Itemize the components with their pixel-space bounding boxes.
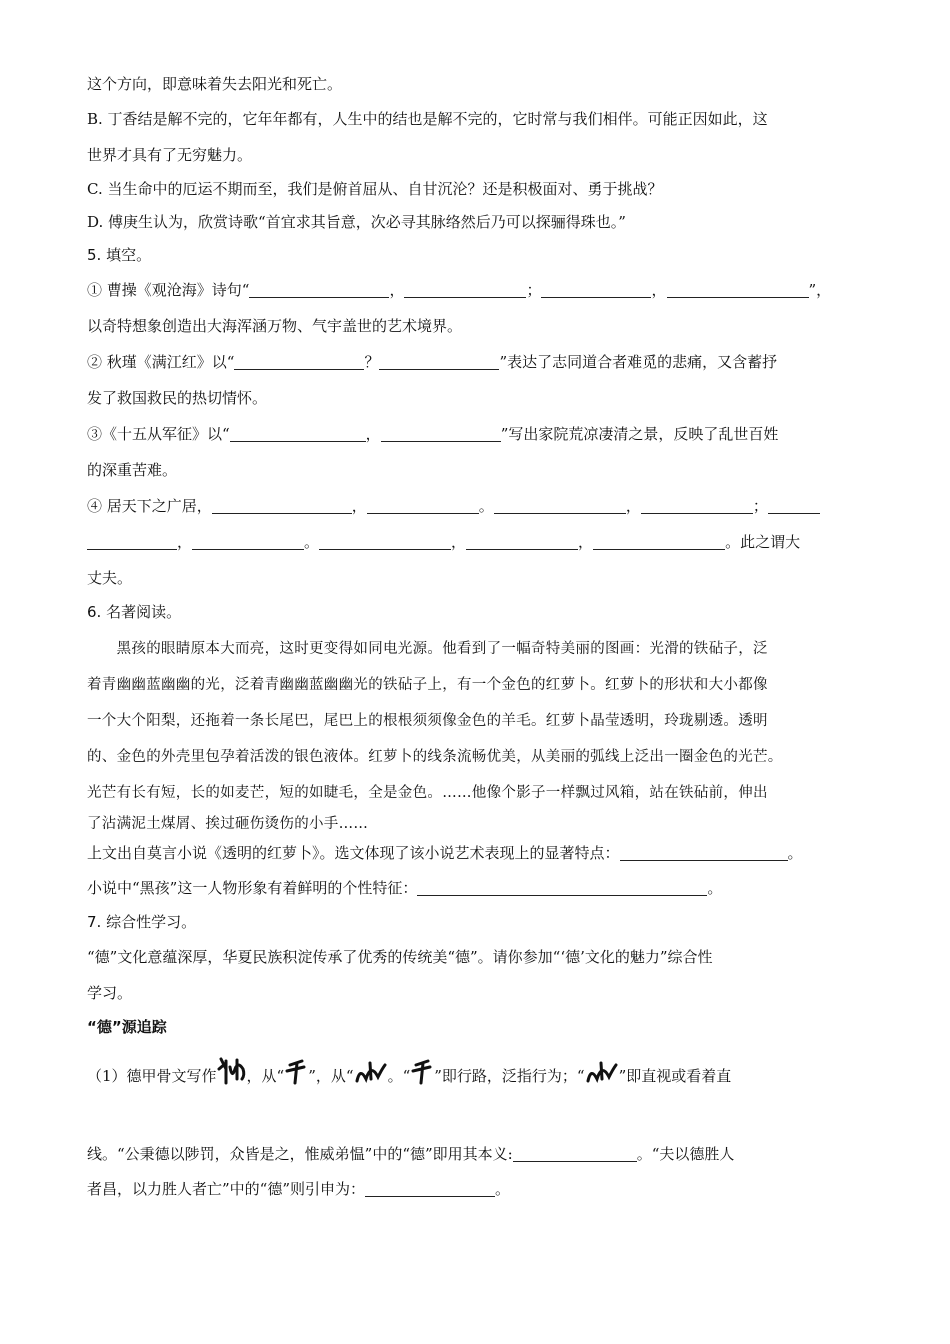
- option-d: D. 傅庚生认为，欣赏诗歌“首宜求其旨意，次必寻其脉络然后乃可以探骊得珠也。”: [87, 213, 626, 231]
- q5-item-2: ② 秋瑾《满江红》以“ ？ ”表达了志同道合者难觅的悲痛，又含蓄抒: [87, 353, 778, 371]
- option-b: B. 丁香结是解不完的，它年年都有，人生中的结也是解不完的，它时常与我们相伴。可能正因如此，这: [87, 110, 768, 128]
- question-6-title: 6. 名著阅读。: [87, 603, 182, 621]
- document-page: [87, 68, 867, 1207]
- novel-excerpt: [87, 631, 867, 837]
- q6-ask-1: 上文出自莫言小说《透明的红萝卜》。选文体现了该小说艺术表现上的显著特点： 。: [87, 844, 803, 862]
- answer-blank[interactable]: [212, 495, 352, 514]
- oracle-de-glyph-icon: [217, 1048, 247, 1112]
- answer-blank[interactable]: [87, 531, 177, 550]
- answer-blank[interactable]: [513, 1143, 637, 1162]
- q7-intro-cont: 学习。: [87, 984, 133, 1002]
- excerpt-line: 光芒有长有短，长的如麦芒，短的如睫毛，全是金色。……他像个影子一样飘过风箱，站在铁砧前，伸出: [87, 785, 768, 801]
- section-heading: “德”源追踪: [87, 1018, 167, 1036]
- oracle-eye-glyph-icon: [585, 1048, 619, 1112]
- answer-blank[interactable]: [381, 423, 501, 442]
- answer-blank[interactable]: [417, 877, 707, 896]
- excerpt-line: 黑孩的眼睛原本大而亮，这时更变得如同电光源。他看到了一幅奇特美丽的图画：光滑的铁砧子，泛: [87, 641, 768, 657]
- question-5-title: 5. 填空。: [87, 246, 152, 264]
- answer-blank[interactable]: [466, 531, 578, 550]
- answer-blank[interactable]: [230, 423, 366, 442]
- q7-part-1-cont: 线。“公秉德以陟罚，众皆是之，惟威弟愠”中的“德”即用其本义: 。“夫以德胜人: [87, 1145, 735, 1163]
- answer-blank[interactable]: [620, 842, 788, 861]
- q5-item-1: ① 曹操《观沧海》诗句“ ， ； ， ”，: [87, 281, 832, 299]
- answer-blank[interactable]: [379, 351, 499, 370]
- answer-blank[interactable]: [234, 351, 364, 370]
- answer-blank[interactable]: [667, 279, 809, 298]
- q5-item-3: ③《十五从军征》以“ ， ”写出家院荒凉凄清之景，反映了乱世百姓: [87, 425, 779, 443]
- q5-item-3-cont: 的深重苦难。: [87, 461, 178, 479]
- answer-blank[interactable]: [768, 495, 820, 514]
- q7-intro: “德”文化意蕴深厚，华夏民族积淀传承了优秀的传统美“德”。请你参加“‘德’文化的魅力”综合性: [87, 948, 713, 966]
- option-c: C. 当生命中的厄运不期而至，我们是俯首屈从、自甘沉沦？还是积极面对、勇于挑战？: [87, 180, 663, 198]
- answer-blank[interactable]: [367, 495, 479, 514]
- excerpt-line: 着青幽幽蓝幽幽的光，泛着青幽幽蓝幽幽光的铁砧子上，有一个金色的红萝卜。红萝卜的形状和大小都像: [87, 677, 768, 693]
- answer-blank[interactable]: [593, 531, 725, 550]
- q5-item-2-cont: 发了救国救民的热切情怀。: [87, 389, 268, 407]
- oracle-xing-glyph-icon: [284, 1048, 308, 1112]
- q5-item-4: ④ 居天下之广居， ， 。 ， ；: [87, 488, 867, 524]
- q6-ask-2: 小说中“黑孩”这一人物形象有着鲜明的个性特征： 。: [87, 879, 723, 897]
- answer-blank[interactable]: [192, 531, 304, 550]
- question-7-title: 7. 综合性学习。: [87, 913, 197, 931]
- q5-item-4-end: 丈夫。: [87, 569, 133, 587]
- answer-blank[interactable]: [494, 495, 626, 514]
- answer-blank[interactable]: [365, 1178, 495, 1197]
- q7-part-1-end: 者昌，以力胜人者亡”中的“德”则引申为： 。: [87, 1180, 511, 1198]
- oracle-eye-glyph-icon: [354, 1048, 388, 1112]
- excerpt-line: 了沾满泥土煤屑、挨过砸伤烫伤的小手……: [87, 816, 369, 832]
- answer-blank[interactable]: [404, 279, 526, 298]
- q7-part-1: （1）德甲骨文写作 ，从“ ”，从“ 。“ ”即行路，泛指行为；“ ”即直视或看着直: [87, 1044, 867, 1108]
- answer-blank[interactable]: [641, 495, 753, 514]
- text-line: 这个方向，即意味着失去阳光和死亡。: [87, 75, 343, 93]
- excerpt-line: 一个大个阳梨，还拖着一条长尾巴，尾巴上的根根须须像金色的羊毛。红萝卜晶莹透明，玲珑剔透。透明: [87, 713, 768, 729]
- q5-item-1-cont: 以奇特想象创造出大海浑涵万物、气宇盖世的艺术境界。: [87, 317, 463, 335]
- q5-item-4-cont: ， 。 ， ， 。此之谓大: [87, 524, 867, 560]
- answer-blank[interactable]: [249, 279, 389, 298]
- option-b-cont: 世界才具有了无穷魅力。: [87, 146, 253, 164]
- answer-blank[interactable]: [319, 531, 451, 550]
- excerpt-line: 的、金色的外壳里包孕着活泼的银色液体。红萝卜的线条流畅优美，从美丽的弧线上泛出一圈金色的光芒。: [87, 749, 783, 765]
- answer-blank[interactable]: [541, 279, 651, 298]
- oracle-xing-glyph-icon: [410, 1048, 434, 1112]
